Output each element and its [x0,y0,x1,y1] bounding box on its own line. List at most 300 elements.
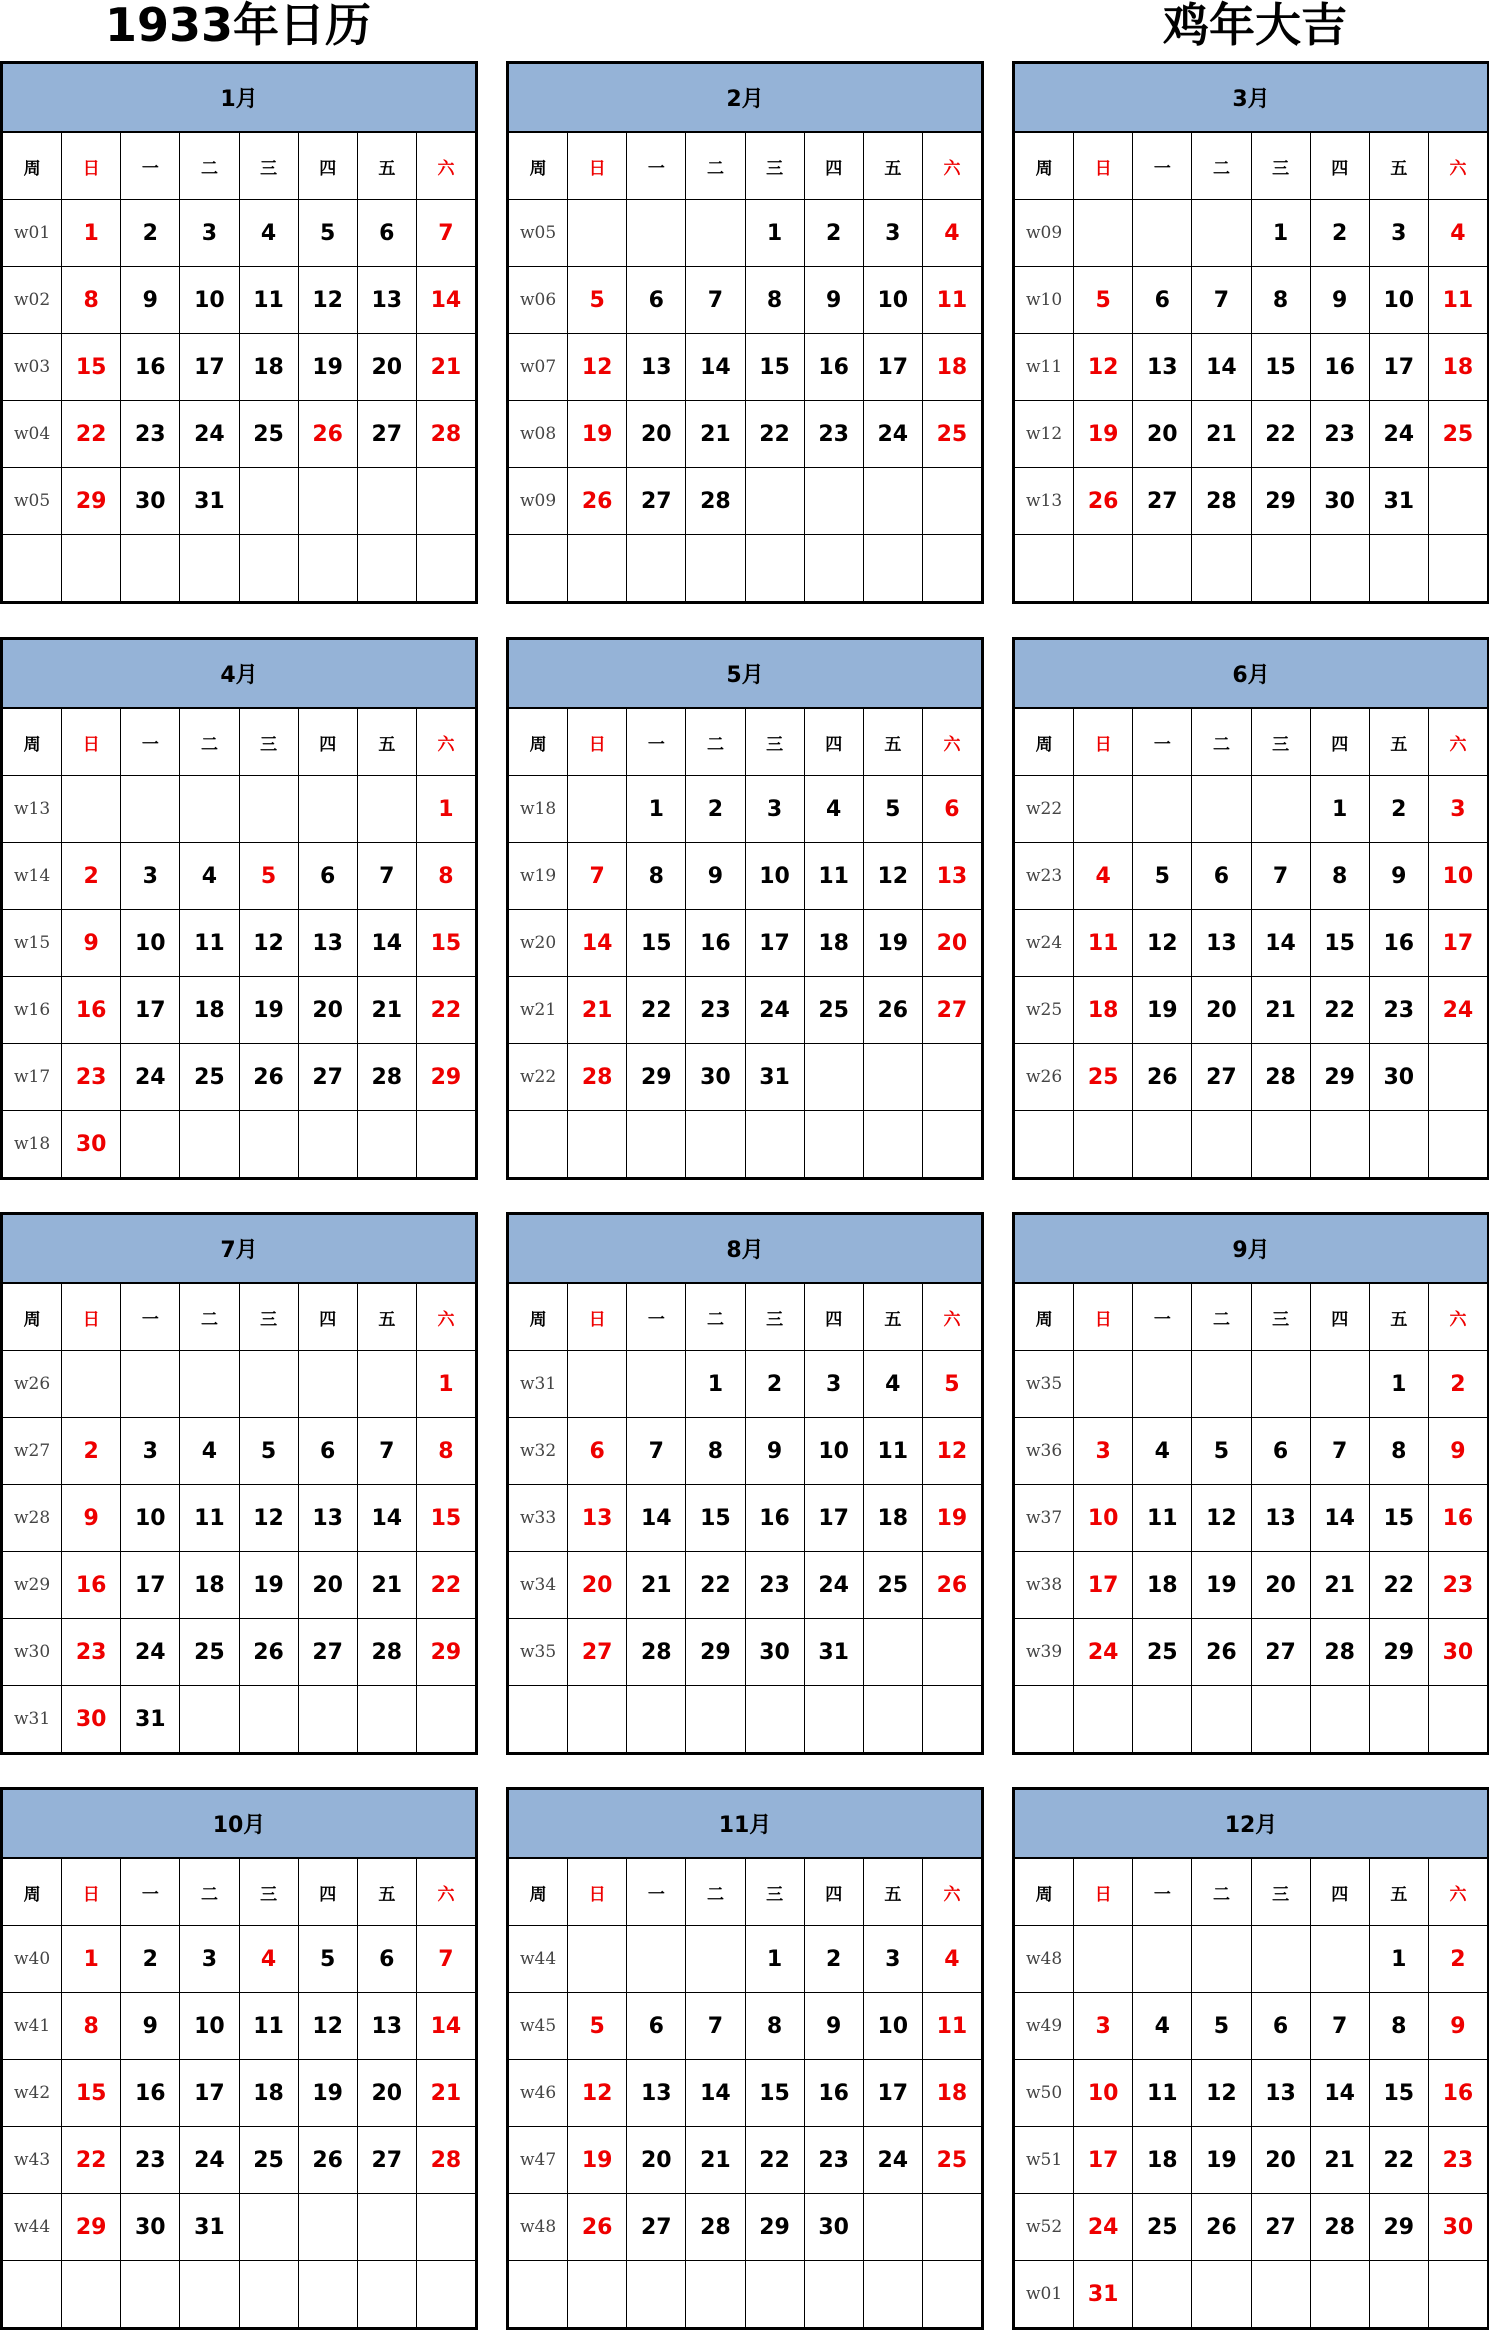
day-cell [357,2194,416,2261]
day-cell: 22 [1369,1552,1428,1619]
day-cell: 23 [1369,977,1428,1044]
day-cell [1310,535,1369,602]
week-number: w12 [1015,401,1074,468]
day-cell: 27 [627,2194,686,2261]
month-title: 12月 [1015,1790,1488,1859]
day-cell [357,776,416,843]
day-cell: 24 [121,1044,180,1111]
day-cell [357,1686,416,1753]
weekday-label: 二 [686,1858,745,1926]
weekday-label: 一 [121,132,180,200]
week-number: w48 [1015,1926,1074,1993]
day-cell: 11 [804,843,863,910]
day-cell: 13 [1192,910,1251,977]
weekday-label: 周 [509,708,568,776]
day-cell: 4 [1428,200,1487,267]
day-cell: 19 [298,334,357,401]
day-cell: 24 [1369,401,1428,468]
weekday-label: 一 [1133,132,1192,200]
month-calendar [506,61,984,604]
day-cell: 4 [863,1351,922,1418]
week-number: w09 [1015,200,1074,267]
weekday-label: 一 [1133,1283,1192,1351]
weekday-label: 三 [745,1858,804,1926]
day-cell: 28 [568,1044,627,1111]
day-cell [357,1351,416,1418]
day-cell [922,2261,981,2328]
day-cell: 19 [1192,2127,1251,2194]
month-title: 8月 [509,1215,982,1284]
day-cell: 22 [745,401,804,468]
day-cell: 5 [568,1993,627,2060]
day-cell [1192,776,1251,843]
weekday-label: 周 [509,1283,568,1351]
day-cell: 2 [745,1351,804,1418]
day-cell [1074,200,1133,267]
day-cell: 23 [62,1619,121,1686]
day-cell: 7 [568,843,627,910]
day-cell [1310,1686,1369,1753]
day-cell: 30 [804,2194,863,2261]
day-cell: 12 [1192,2060,1251,2127]
day-cell: 26 [298,2127,357,2194]
day-cell [863,1111,922,1178]
day-cell: 24 [745,977,804,1044]
day-cell: 20 [1251,1552,1310,1619]
day-cell: 28 [416,2127,475,2194]
day-cell: 1 [627,776,686,843]
week-number: w39 [1015,1619,1074,1686]
day-cell: 9 [686,843,745,910]
day-cell: 8 [416,843,475,910]
day-cell: 27 [1133,468,1192,535]
week-number: w43 [3,2127,62,2194]
day-cell: 13 [298,1485,357,1552]
day-cell [568,1111,627,1178]
day-cell [1310,1111,1369,1178]
day-cell: 27 [1192,1044,1251,1111]
month-calendar [1012,1212,1489,1755]
day-cell: 7 [627,1418,686,1485]
week-number: w32 [509,1418,568,1485]
day-cell: 22 [416,1552,475,1619]
day-cell: 7 [1251,843,1310,910]
weekday-label: 三 [239,708,298,776]
day-cell: 13 [298,910,357,977]
day-cell: 4 [239,1926,298,1993]
week-number: w05 [509,200,568,267]
day-cell: 10 [863,267,922,334]
day-cell [686,1926,745,1993]
weekday-label: 一 [627,132,686,200]
day-cell: 25 [863,1552,922,1619]
day-cell [922,1619,981,1686]
day-cell: 10 [1074,1485,1133,1552]
day-cell: 23 [686,977,745,1044]
day-cell: 21 [568,977,627,1044]
day-cell: 3 [863,1926,922,1993]
day-cell: 7 [357,843,416,910]
day-cell: 2 [62,1418,121,1485]
day-cell: 22 [62,2127,121,2194]
day-cell: 26 [1133,1044,1192,1111]
day-cell [416,2261,475,2328]
month-calendar [506,637,984,1180]
week-number: w11 [1015,334,1074,401]
day-cell: 13 [1133,334,1192,401]
month-title: 3月 [1015,64,1488,133]
month-title: 7月 [3,1215,476,1284]
week-number: w27 [3,1418,62,1485]
day-cell: 5 [1192,1993,1251,2060]
day-cell: 20 [298,977,357,1044]
day-cell: 13 [922,843,981,910]
weekday-label: 周 [3,1283,62,1351]
day-cell: 14 [686,2060,745,2127]
day-cell: 10 [180,1993,239,2060]
day-cell: 21 [686,401,745,468]
week-number: w22 [509,1044,568,1111]
day-cell: 23 [1310,401,1369,468]
day-cell: 28 [686,2194,745,2261]
day-cell: 27 [627,468,686,535]
month-calendar [506,1787,984,2330]
day-cell: 10 [1428,843,1487,910]
day-cell: 25 [180,1619,239,1686]
weekday-label: 五 [863,1858,922,1926]
weekday-label: 四 [1310,1283,1369,1351]
day-cell [62,776,121,843]
weekday-label: 五 [1369,1283,1428,1351]
day-cell: 11 [180,1485,239,1552]
day-cell: 21 [357,1552,416,1619]
day-cell: 3 [1369,200,1428,267]
day-cell: 1 [62,200,121,267]
day-cell: 21 [416,2060,475,2127]
weekday-label: 四 [298,1858,357,1926]
day-cell: 16 [121,334,180,401]
day-cell [1074,776,1133,843]
day-cell [1428,1044,1487,1111]
day-cell: 5 [298,200,357,267]
week-number: w42 [3,2060,62,2127]
day-cell: 28 [1310,1619,1369,1686]
day-cell: 6 [922,776,981,843]
day-cell: 21 [416,334,475,401]
week-number: w24 [1015,910,1074,977]
day-cell: 17 [121,977,180,1044]
day-cell: 10 [121,910,180,977]
week-number: w31 [3,1686,62,1753]
day-cell: 25 [180,1044,239,1111]
weekday-label: 周 [509,132,568,200]
day-cell [1192,1351,1251,1418]
day-cell: 11 [922,267,981,334]
week-number [509,535,568,602]
day-cell: 18 [1133,1552,1192,1619]
week-number: w46 [509,2060,568,2127]
day-cell [804,1686,863,1753]
day-cell: 6 [357,200,416,267]
day-cell [1133,1926,1192,1993]
day-cell: 31 [121,1686,180,1753]
day-cell: 5 [1074,267,1133,334]
day-cell: 26 [1192,1619,1251,1686]
month-title: 6月 [1015,640,1488,709]
day-cell: 18 [804,910,863,977]
weekday-label: 六 [922,1283,981,1351]
day-cell: 8 [627,843,686,910]
day-cell [568,1686,627,1753]
weekday-label: 三 [1251,1858,1310,1926]
day-cell: 25 [239,401,298,468]
day-cell: 9 [1428,1993,1487,2060]
week-number: w28 [3,1485,62,1552]
day-cell [1133,1111,1192,1178]
day-cell: 10 [804,1418,863,1485]
week-number [1015,1686,1074,1753]
day-cell: 29 [62,468,121,535]
day-cell: 15 [1369,1485,1428,1552]
day-cell: 4 [922,1926,981,1993]
weekday-label: 三 [745,1283,804,1351]
week-number: w22 [1015,776,1074,843]
week-number: w18 [3,1111,62,1178]
day-cell [180,1351,239,1418]
week-number: w23 [1015,843,1074,910]
day-cell: 18 [1428,334,1487,401]
weekday-label: 三 [1251,132,1310,200]
day-cell: 13 [357,267,416,334]
day-cell: 22 [416,977,475,1044]
month-calendar [0,1212,478,1755]
day-cell: 19 [1192,1552,1251,1619]
day-cell: 2 [121,1926,180,1993]
day-cell: 15 [62,2060,121,2127]
day-cell: 12 [298,267,357,334]
weekday-label: 一 [627,1858,686,1926]
day-cell [1428,1111,1487,1178]
day-cell: 20 [298,1552,357,1619]
weekday-label: 一 [121,708,180,776]
weekday-label: 五 [357,1283,416,1351]
day-cell: 18 [180,977,239,1044]
day-cell: 10 [745,843,804,910]
day-cell: 27 [568,1619,627,1686]
day-cell [1133,2261,1192,2328]
day-cell: 21 [357,977,416,1044]
day-cell: 28 [1310,2194,1369,2261]
day-cell: 15 [686,1485,745,1552]
weekday-label: 四 [298,708,357,776]
day-cell: 28 [1192,468,1251,535]
day-cell: 5 [922,1351,981,1418]
day-cell: 20 [627,2127,686,2194]
day-cell: 4 [1133,1418,1192,1485]
day-cell: 18 [1074,977,1133,1044]
day-cell [357,468,416,535]
week-number: w40 [3,1926,62,1993]
day-cell: 19 [922,1485,981,1552]
day-cell: 30 [1369,1044,1428,1111]
month-calendar [1012,637,1489,1180]
day-cell [1310,1926,1369,1993]
day-cell: 8 [1369,1418,1428,1485]
day-cell [1428,535,1487,602]
day-cell: 12 [922,1418,981,1485]
week-number: w33 [509,1485,568,1552]
week-number: w34 [509,1552,568,1619]
day-cell [568,776,627,843]
weekday-label: 日 [568,1858,627,1926]
day-cell [416,2194,475,2261]
day-cell: 26 [568,468,627,535]
day-cell [568,535,627,602]
weekday-label: 五 [1369,1858,1428,1926]
day-cell [298,1111,357,1178]
day-cell [180,1111,239,1178]
week-number [509,1111,568,1178]
day-cell: 4 [1074,843,1133,910]
week-number [509,2261,568,2328]
weekday-label: 一 [121,1283,180,1351]
day-cell: 14 [627,1485,686,1552]
day-cell [298,1351,357,1418]
day-cell: 17 [180,334,239,401]
month-calendar [1012,61,1489,604]
weekday-label: 周 [1015,1283,1074,1351]
week-number: w14 [3,843,62,910]
weekday-label: 六 [922,132,981,200]
day-cell: 17 [804,1485,863,1552]
day-cell [804,1044,863,1111]
day-cell: 25 [1074,1044,1133,1111]
day-cell: 3 [1074,1418,1133,1485]
day-cell: 26 [568,2194,627,2261]
day-cell: 1 [745,1926,804,1993]
day-cell: 1 [1369,1351,1428,1418]
day-cell [1133,1351,1192,1418]
day-cell: 30 [62,1111,121,1178]
day-cell: 8 [416,1418,475,1485]
month-calendar [0,61,478,604]
day-cell: 4 [180,1418,239,1485]
day-cell: 15 [627,910,686,977]
day-cell: 16 [686,910,745,977]
day-cell: 7 [1192,267,1251,334]
day-cell: 11 [863,1418,922,1485]
day-cell: 15 [1369,2060,1428,2127]
day-cell: 8 [745,267,804,334]
day-cell: 15 [745,2060,804,2127]
weekday-label: 二 [180,708,239,776]
day-cell: 31 [804,1619,863,1686]
day-cell: 15 [1310,910,1369,977]
day-cell: 14 [416,1993,475,2060]
weekday-label: 二 [686,708,745,776]
day-cell: 15 [62,334,121,401]
day-cell: 21 [1192,401,1251,468]
weekday-label: 六 [416,1283,475,1351]
week-number: w08 [509,401,568,468]
week-number: w01 [1015,2261,1074,2328]
day-cell: 6 [1251,1418,1310,1485]
day-cell [180,535,239,602]
calendar-title: 1933年日历 [105,0,372,52]
day-cell: 2 [1369,776,1428,843]
week-number: w52 [1015,2194,1074,2261]
month-title: 11月 [509,1790,982,1859]
day-cell: 23 [62,1044,121,1111]
week-number: w36 [1015,1418,1074,1485]
month-title: 9月 [1015,1215,1488,1284]
day-cell: 20 [922,910,981,977]
day-cell [1369,1686,1428,1753]
week-number: w04 [3,401,62,468]
day-cell: 3 [1074,1993,1133,2060]
day-cell [863,468,922,535]
day-cell [239,468,298,535]
weekday-label: 周 [1015,708,1074,776]
month-title: 1月 [3,64,476,133]
day-cell: 26 [1074,468,1133,535]
weekday-label: 五 [863,708,922,776]
day-cell: 17 [1428,910,1487,977]
weekday-label: 四 [1310,708,1369,776]
day-cell [1133,200,1192,267]
day-cell: 17 [180,2060,239,2127]
day-cell: 10 [1369,267,1428,334]
day-cell [416,1111,475,1178]
week-number [1015,1111,1074,1178]
day-cell: 26 [1192,2194,1251,2261]
day-cell [298,1686,357,1753]
day-cell: 6 [627,267,686,334]
weekday-label: 二 [1192,1283,1251,1351]
day-cell: 8 [62,1993,121,2060]
day-cell: 9 [804,1993,863,2060]
day-cell [1192,2261,1251,2328]
day-cell: 15 [416,1485,475,1552]
weekday-label: 六 [922,708,981,776]
day-cell: 19 [568,401,627,468]
day-cell: 13 [627,2060,686,2127]
day-cell: 22 [745,2127,804,2194]
week-number: w19 [509,843,568,910]
day-cell: 29 [627,1044,686,1111]
day-cell [62,535,121,602]
day-cell: 31 [180,2194,239,2261]
day-cell: 5 [1192,1418,1251,1485]
day-cell: 6 [568,1418,627,1485]
day-cell: 4 [180,843,239,910]
day-cell: 23 [121,401,180,468]
week-number: w35 [1015,1351,1074,1418]
day-cell: 15 [416,910,475,977]
day-cell [922,1044,981,1111]
day-cell [1428,1686,1487,1753]
week-number: w03 [3,334,62,401]
day-cell: 31 [1369,468,1428,535]
day-cell [627,535,686,602]
day-cell: 27 [1251,2194,1310,2261]
day-cell [1074,1111,1133,1178]
day-cell: 28 [686,468,745,535]
day-cell: 22 [62,401,121,468]
weekday-label: 一 [627,708,686,776]
day-cell [1074,1351,1133,1418]
weekday-label: 六 [416,1858,475,1926]
